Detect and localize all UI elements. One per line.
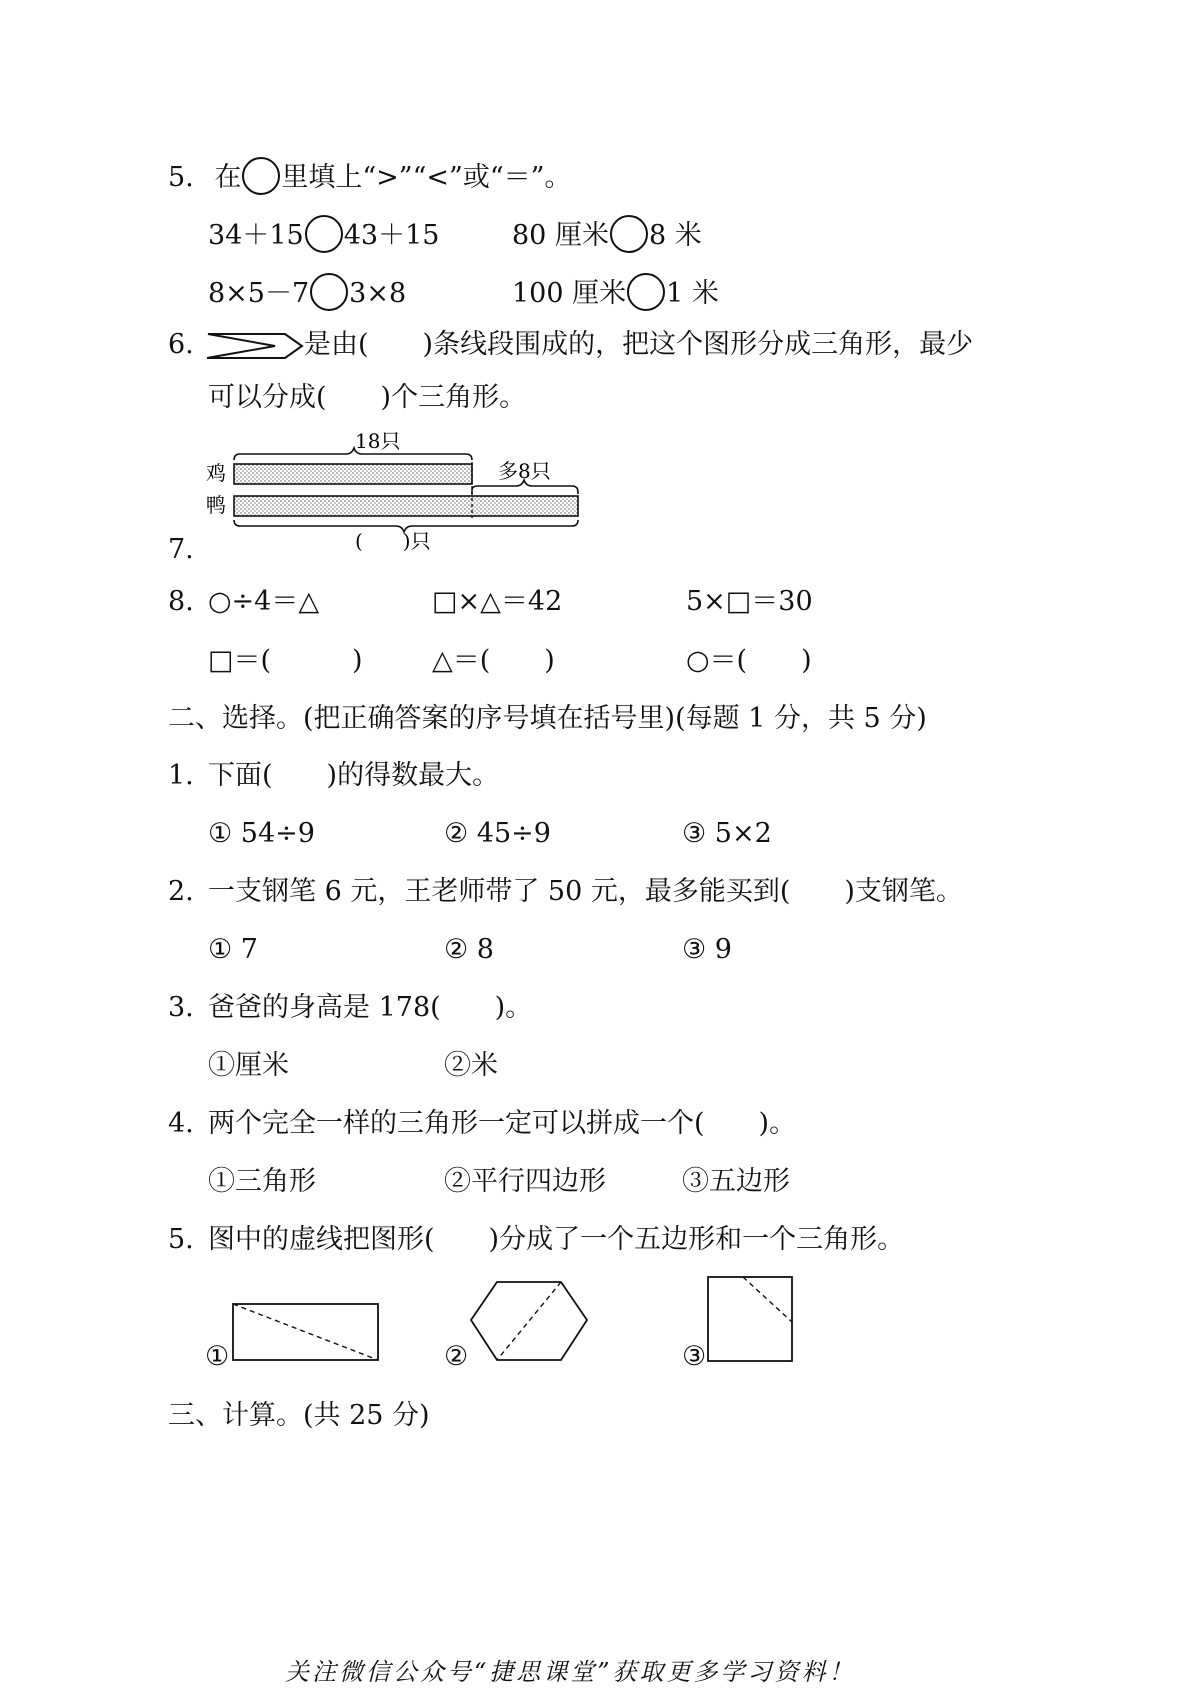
q8-eq3: 5×□＝30 (686, 586, 813, 617)
expr-right: 8 米 (648, 220, 702, 251)
bottom-label: ( )只 (355, 529, 431, 553)
s2-q4-option-1[interactable]: ①三角形 (208, 1166, 316, 1197)
top-brace (234, 448, 472, 460)
expr-left: 8×5－7 (208, 278, 310, 309)
q5-line (168, 157, 571, 195)
q8-eq1: ○÷4＝△ (208, 586, 320, 617)
s2-q4-option-3[interactable]: ③五边形 (682, 1166, 790, 1197)
q5-row1b (512, 215, 702, 253)
q8-answer1: □＝( ) (208, 645, 363, 676)
rectangle-figure-icon[interactable] (228, 1300, 383, 1366)
s2-q3-option-2[interactable]: ②米 (444, 1050, 498, 1081)
s2-q2-text: 一支钢笔 6 元，王老师带了 50 元，最多能买到( )支钢笔。 (208, 876, 963, 907)
q8-answer3: ○＝( ) (686, 645, 812, 676)
expr-right: 43＋15 (343, 220, 440, 251)
q6-line1: 是由( )条线段围成的，把这个图形分成三角形，最少 (304, 329, 974, 360)
row-label-chicken: 鸡 (206, 461, 226, 485)
q7-number: 7. (168, 534, 194, 565)
compare-circle[interactable] (310, 273, 348, 311)
s2-q3-option-1[interactable]: ①厘米 (208, 1050, 289, 1081)
q6-number: 6. (168, 329, 194, 360)
question-number: 4. (168, 1108, 194, 1139)
chevron-shape-icon (205, 330, 305, 362)
q5-row1a (208, 215, 439, 253)
s2-q1-option-1[interactable]: ① 54÷9 (208, 818, 315, 849)
expr-left: 34＋15 (208, 220, 304, 251)
footer-note: 关注微信公众号“捷思课堂”获取更多学习资料！ (285, 1658, 856, 1686)
q6-line2: 可以分成( )个三角形。 (208, 382, 527, 413)
chicken-bar (234, 464, 472, 484)
q7-bar-diagram (200, 424, 590, 554)
q5-row2a (208, 273, 406, 311)
s2-q5-text: 图中的虚线把图形( )分成了一个五边形和一个三角形。 (208, 1224, 905, 1255)
more-brace (472, 480, 578, 494)
expr-left: 100 厘米 (512, 278, 627, 309)
q8-number: 8. (168, 586, 194, 617)
q5-row2b (512, 273, 719, 311)
s2-q2-option-1[interactable]: ① 7 (208, 934, 258, 965)
question-number: 5. (168, 1224, 194, 1255)
s2-q4-option-2[interactable]: ②平行四边形 (444, 1166, 606, 1197)
q5-pre-text: 在 (214, 162, 242, 193)
s2-q1-option-2[interactable]: ② 45÷9 (444, 818, 551, 849)
s2-q5-option-1-label[interactable]: ① (205, 1341, 230, 1372)
s2-q5-option-2-label[interactable]: ② (444, 1341, 469, 1372)
compare-circle[interactable] (610, 215, 648, 253)
section-2-title: 二、选择。(把正确答案的序号填在括号里)(每题 1 分，共 5 分) (168, 703, 927, 734)
question-number: 5. (168, 162, 194, 193)
s2-q4-text: 两个完全一样的三角形一定可以拼成一个( )。 (208, 1108, 797, 1139)
square-figure-icon[interactable] (703, 1272, 797, 1366)
expr-left: 80 厘米 (512, 220, 609, 251)
s2-q2-option-3[interactable]: ③ 9 (682, 934, 732, 965)
s2-q3-text: 爸爸的身高是 178( )。 (208, 992, 533, 1023)
q8-eq2: □×△＝42 (432, 586, 563, 617)
compare-circle[interactable] (627, 273, 665, 311)
hexagon-figure-icon[interactable] (466, 1276, 592, 1366)
compare-circle[interactable] (305, 215, 343, 253)
s2-q1-option-3[interactable]: ③ 5×2 (682, 818, 772, 849)
question-number: 3. (168, 992, 194, 1023)
section-3-title: 三、计算。(共 25 分) (168, 1400, 430, 1431)
q5-post-text: 里填上“>”“<”或“＝”。 (281, 162, 572, 193)
s2-q1-text: 下面( )的得数最大。 (208, 760, 500, 791)
duck-bar (234, 496, 578, 516)
top-label: 18只 (355, 429, 401, 453)
question-number: 1. (168, 760, 194, 791)
expr-right: 1 米 (666, 278, 719, 309)
question-number: 2. (168, 876, 194, 907)
more-label: 多8只 (498, 459, 551, 483)
row-label-duck: 鸭 (206, 493, 226, 517)
expr-right: 3×8 (349, 278, 407, 309)
q8-answer2: △＝( ) (432, 645, 555, 676)
compare-circle (242, 157, 280, 195)
s2-q5-option-3-label[interactable]: ③ (682, 1341, 707, 1372)
s2-q2-option-2[interactable]: ② 8 (444, 934, 494, 965)
